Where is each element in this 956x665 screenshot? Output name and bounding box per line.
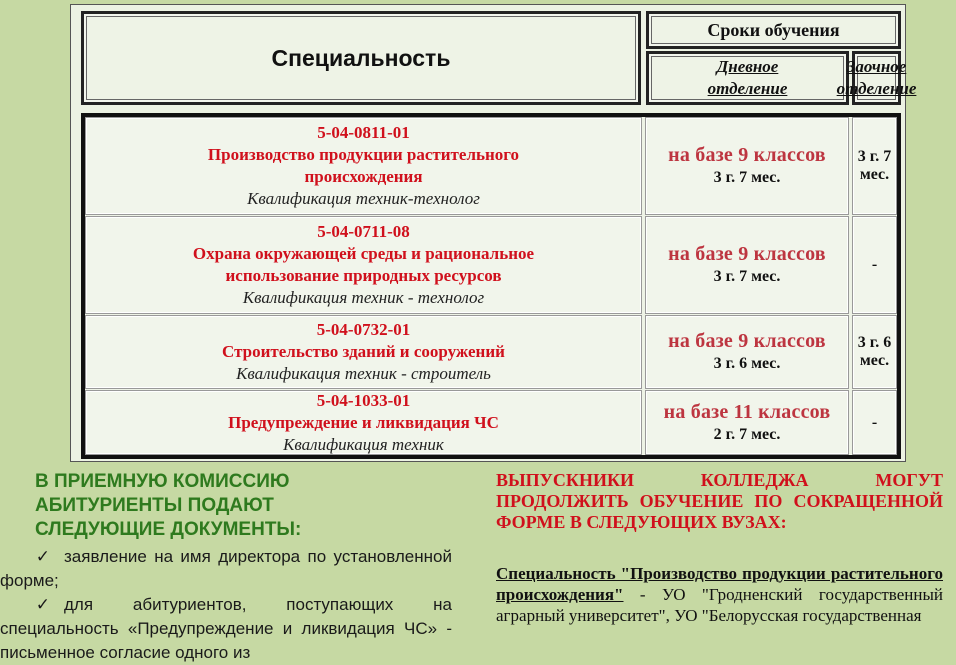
zao-duration: - [871, 256, 878, 273]
list-item: ✓ заявление на имя директора по установленной форме; [0, 547, 452, 590]
base-classes: на базе 9 классов [668, 330, 826, 352]
day-cell [645, 390, 849, 455]
qualification: Квалификация техник - строитель [236, 364, 491, 383]
specialty-name: Производство продукции растительного [207, 145, 520, 164]
day-duration: 3 г. 6 мес. [713, 355, 781, 372]
header-zao-department: Заочное отделение [852, 51, 901, 105]
checkmark-icon: ✓ [35, 595, 50, 614]
qualification: Квалификация техник - технолог [242, 288, 485, 307]
table-body [81, 113, 901, 459]
base-classes: на базе 11 классов [663, 400, 831, 423]
list-item: ✓ для абитуриентов, поступающих на специальность «Предупреждение и ликвидация ЧС» - письменное согласие одного из [0, 595, 452, 662]
specialty-code: 5-04-0811-01 [317, 123, 410, 142]
specialty-code: 5-04-1033-01 [316, 390, 411, 410]
specialty-label: Специальность "Производство продукции растительного происхождения" [496, 564, 943, 604]
table-row [85, 117, 642, 215]
checkmark-icon: ✓ [35, 547, 50, 566]
specialty-name: Охрана окружающей среды и рациональное [192, 244, 535, 263]
documents-heading: В ПРИЕМНУЮ КОМИССИЮ АБИТУРИЕНТЫ ПОДАЮТ СЛЕДУЮЩИЕ ДОКУМЕНТЫ: [35, 471, 302, 540]
day-duration: 3 г. 7 мес. [713, 169, 781, 186]
base-classes: на базе 9 классов [668, 144, 826, 166]
specialty-code: 5-04-0732-01 [316, 320, 411, 339]
day-duration: 2 г. 7 мес. [713, 425, 781, 443]
specialties-table [70, 4, 917, 462]
day-cell [645, 216, 849, 314]
base-classes: на базе 9 классов [668, 243, 826, 265]
documents-list [0, 545, 452, 665]
zao-cell [852, 315, 897, 389]
specialty-name: Строительство зданий и сооружений [222, 342, 505, 361]
specialty-name: происхождения [304, 167, 423, 186]
zao-duration: 3 г. 6 мес. [857, 334, 892, 369]
universities-text: Специальность "Производство продукции растительного происхождения" - УО "Гродненский государственный аграрный университет", УО "Белорусская государственная [496, 564, 943, 625]
day-cell [645, 315, 849, 389]
qualification: Квалификация техник [283, 434, 444, 454]
qualification: Квалификация техник-технолог [247, 189, 480, 208]
day-duration: 3 г. 7 мес. [713, 268, 781, 285]
table-row [85, 315, 642, 389]
zao-cell [852, 117, 897, 215]
specialty-name: использование природных ресурсов [225, 266, 502, 285]
zao-cell [852, 390, 897, 455]
table-row [85, 390, 642, 455]
specialty-code: 5-04-0711-08 [317, 222, 410, 241]
graduates-heading: ВЫПУСКНИКИ КОЛЛЕДЖА МОГУТ ПРОДОЛЖИТЬ ОБУЧЕНИЕ ПО СОКРАЩЕННОЙ ФОРМЕ В СЛЕДУЮЩИХ ВУЗАХ: [496, 470, 943, 532]
specialty-name: Предупреждение и ликвидация ЧС [228, 412, 499, 432]
zao-duration: - [871, 413, 878, 431]
table-row [85, 216, 642, 314]
header-day-department: Дневное отделение [646, 51, 849, 105]
day-cell [645, 117, 849, 215]
zao-duration: 3 г. 7 мес. [857, 148, 892, 183]
header-specialty: Специальность [81, 11, 641, 105]
zao-cell [852, 216, 897, 314]
header-terms: Сроки обучения [646, 11, 901, 49]
